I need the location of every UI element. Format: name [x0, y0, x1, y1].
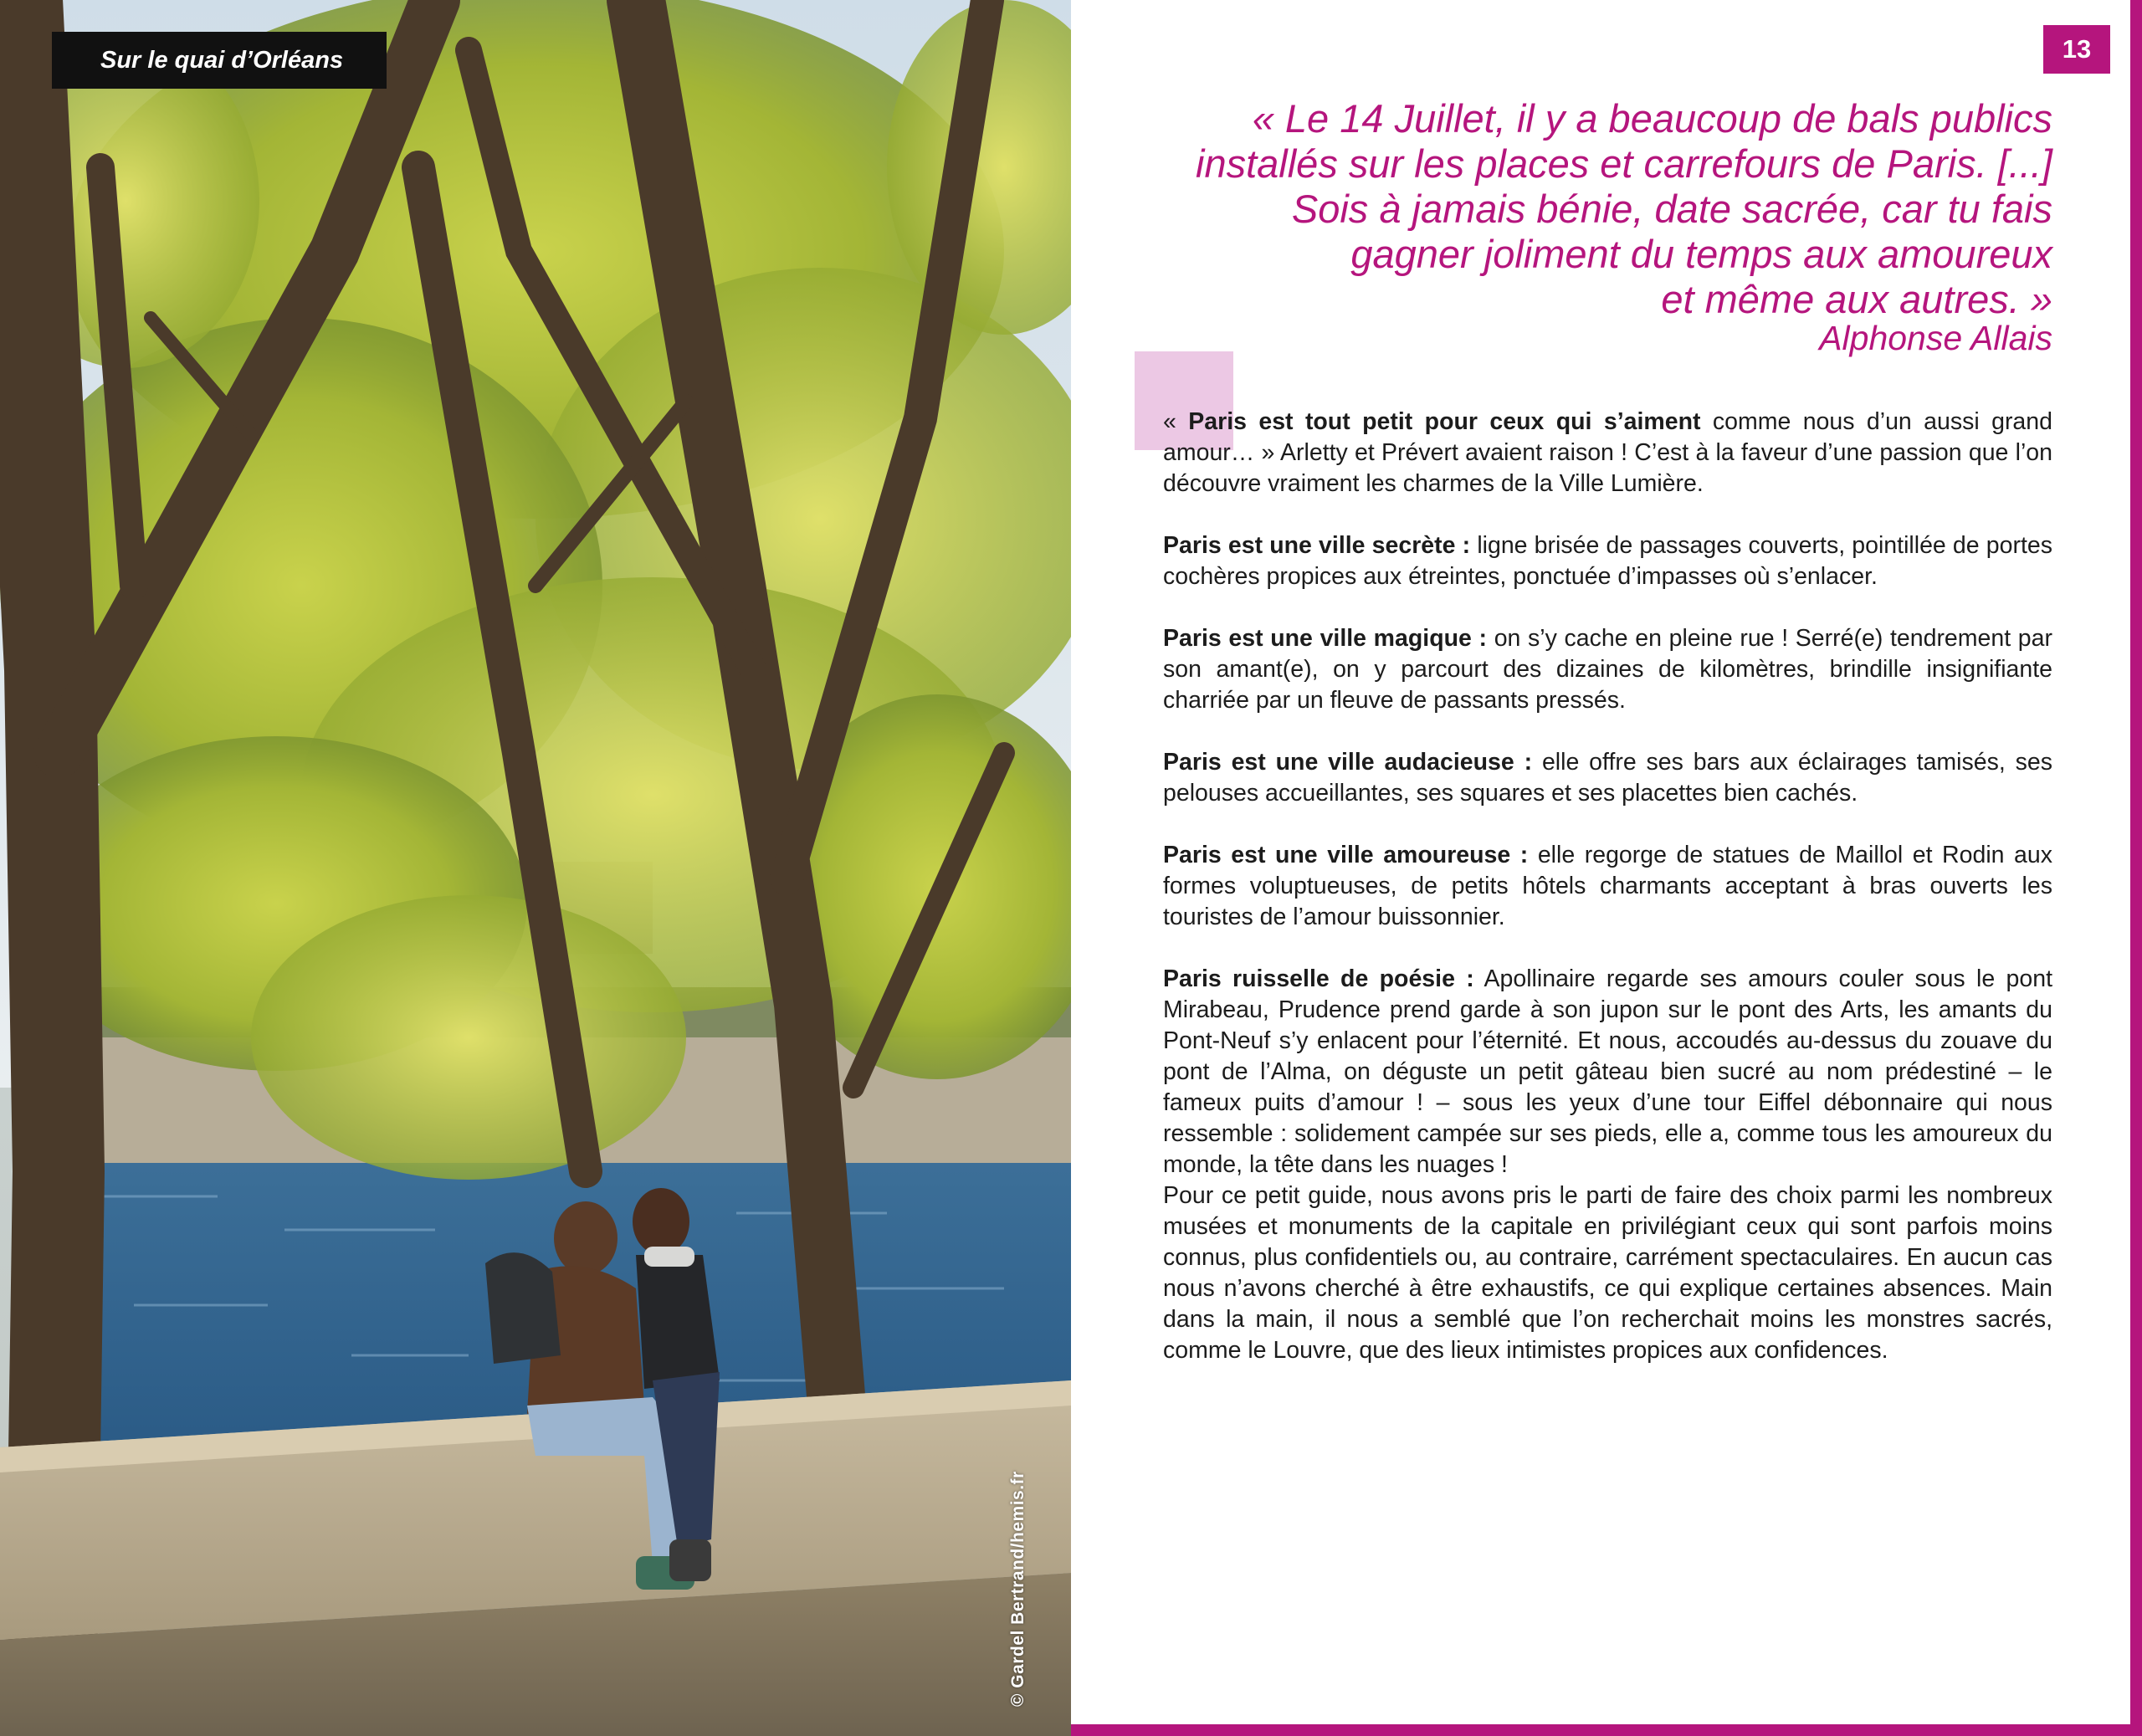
paragraph-lead: Paris est une ville amoureuse : — [1163, 842, 1529, 868]
paragraph-lead: Paris est une ville magique : — [1163, 625, 1488, 652]
paragraph-lead: Paris est une ville audacieuse : — [1163, 749, 1533, 776]
paragraph-text: ligne brisée de passages couverts, pointillée de portes cochères propices aux étreintes, ponctuée d’impasses où s’enlacer. — [1163, 532, 2052, 590]
body-text — [1163, 407, 2052, 1366]
page-number: 13 — [2043, 25, 2110, 74]
paragraph — [1163, 964, 2052, 1180]
photo-caption: Sur le quai d’Orléans — [52, 32, 387, 89]
intro-paragraph — [1163, 407, 2052, 499]
bottom-border — [1071, 1724, 2142, 1736]
right-border — [2130, 0, 2142, 1736]
quote-line: et même aux autres. » — [1661, 277, 2052, 321]
intro-bold: Paris est tout petit pour ceux qui s’aiment — [1188, 408, 1701, 435]
paragraph — [1163, 840, 2052, 933]
paragraph-text: on s’y cache en pleine rue ! Serré(e) tendrement par son amant(e), on y parcourt des dizaines de kilomètres, brindille insignifiante charriée par un fleuve de passants pressés. — [1163, 625, 2052, 714]
quote-line: Sois à jamais bénie, date sacrée, car tu fais — [1291, 187, 2052, 231]
intro-prefix: « — [1163, 408, 1189, 435]
intro-text: comme nous d’un aussi grand amour… » Arletty et Prévert avaient raison ! C’est à la faveur d’une passion que l’on découvre vraiment les charmes de la Ville Lumière. — [1163, 408, 2052, 497]
paragraph-text: elle offre ses bars aux éclairages tamisés, ses pelouses accueillantes, ses squares et ses placettes bien cachés. — [1163, 749, 2052, 807]
paragraph — [1163, 747, 2052, 809]
paragraph-text: elle regorge de statues de Maillol et Rodin aux formes voluptueuses, de petits hôtels charmants acceptant à bras ouverts les touristes de l’amour buissonnier. — [1163, 842, 2052, 930]
quote-author: Alphonse Allais — [1819, 319, 2052, 357]
epigraph-quote — [1132, 96, 2052, 322]
quote-line: gagner joliment du temps aux amoureux — [1350, 232, 2052, 276]
closing-paragraph: Pour ce petit guide, nous avons pris le parti de faire des choix parmi les nombreux musées et monuments de la capitale en privilégiant ceux qui sont parfois moins connus, plus confidentiels ou, au contraire, carrément spectaculaires. En aucun cas nous n’avons cherché à être exhaustifs, ce qui explique certaines absences. Main dans la main, il nous a semblé que l’on recherchait moins les monstres sacrés, comme le Louvre, que des lieux intimistes propices aux confidences. — [1163, 1182, 2052, 1364]
quote-line: « Le 14 Juillet, il y a beaucoup de bals publics — [1252, 96, 2052, 141]
paragraph-lead: Paris est une ville secrète : — [1163, 532, 1471, 559]
photo-credit: © Gardel Bertrand/hemis.fr — [1008, 1471, 1027, 1707]
paragraph-lead: Paris ruisselle de poésie : — [1163, 965, 1474, 992]
paragraph-text: Apollinaire regarde ses amours couler sous le pont Mirabeau, Prudence prend garde à son jupon sur le pont des Arts, les amants du Pont-Neuf s’y enlacent pour l’éternité. Et nous, accoudés au-dessus du zouave du pont de l’Alma, on déguste un petit gâteau bien sucré au nom prédestiné – le fameux puits d’amour ! – sous les yeux d’une tour Eiffel débonnaire qui nous ressemble : solidement campée sur ses pieds, elle a, comme tous les amoureux du monde, la tête dans les nuages ! — [1163, 965, 2052, 1178]
quote-line: installés sur les places et carrefours de Paris. [...] — [1196, 141, 2052, 186]
paragraph — [1163, 623, 2052, 716]
paragraph — [1163, 530, 2052, 592]
